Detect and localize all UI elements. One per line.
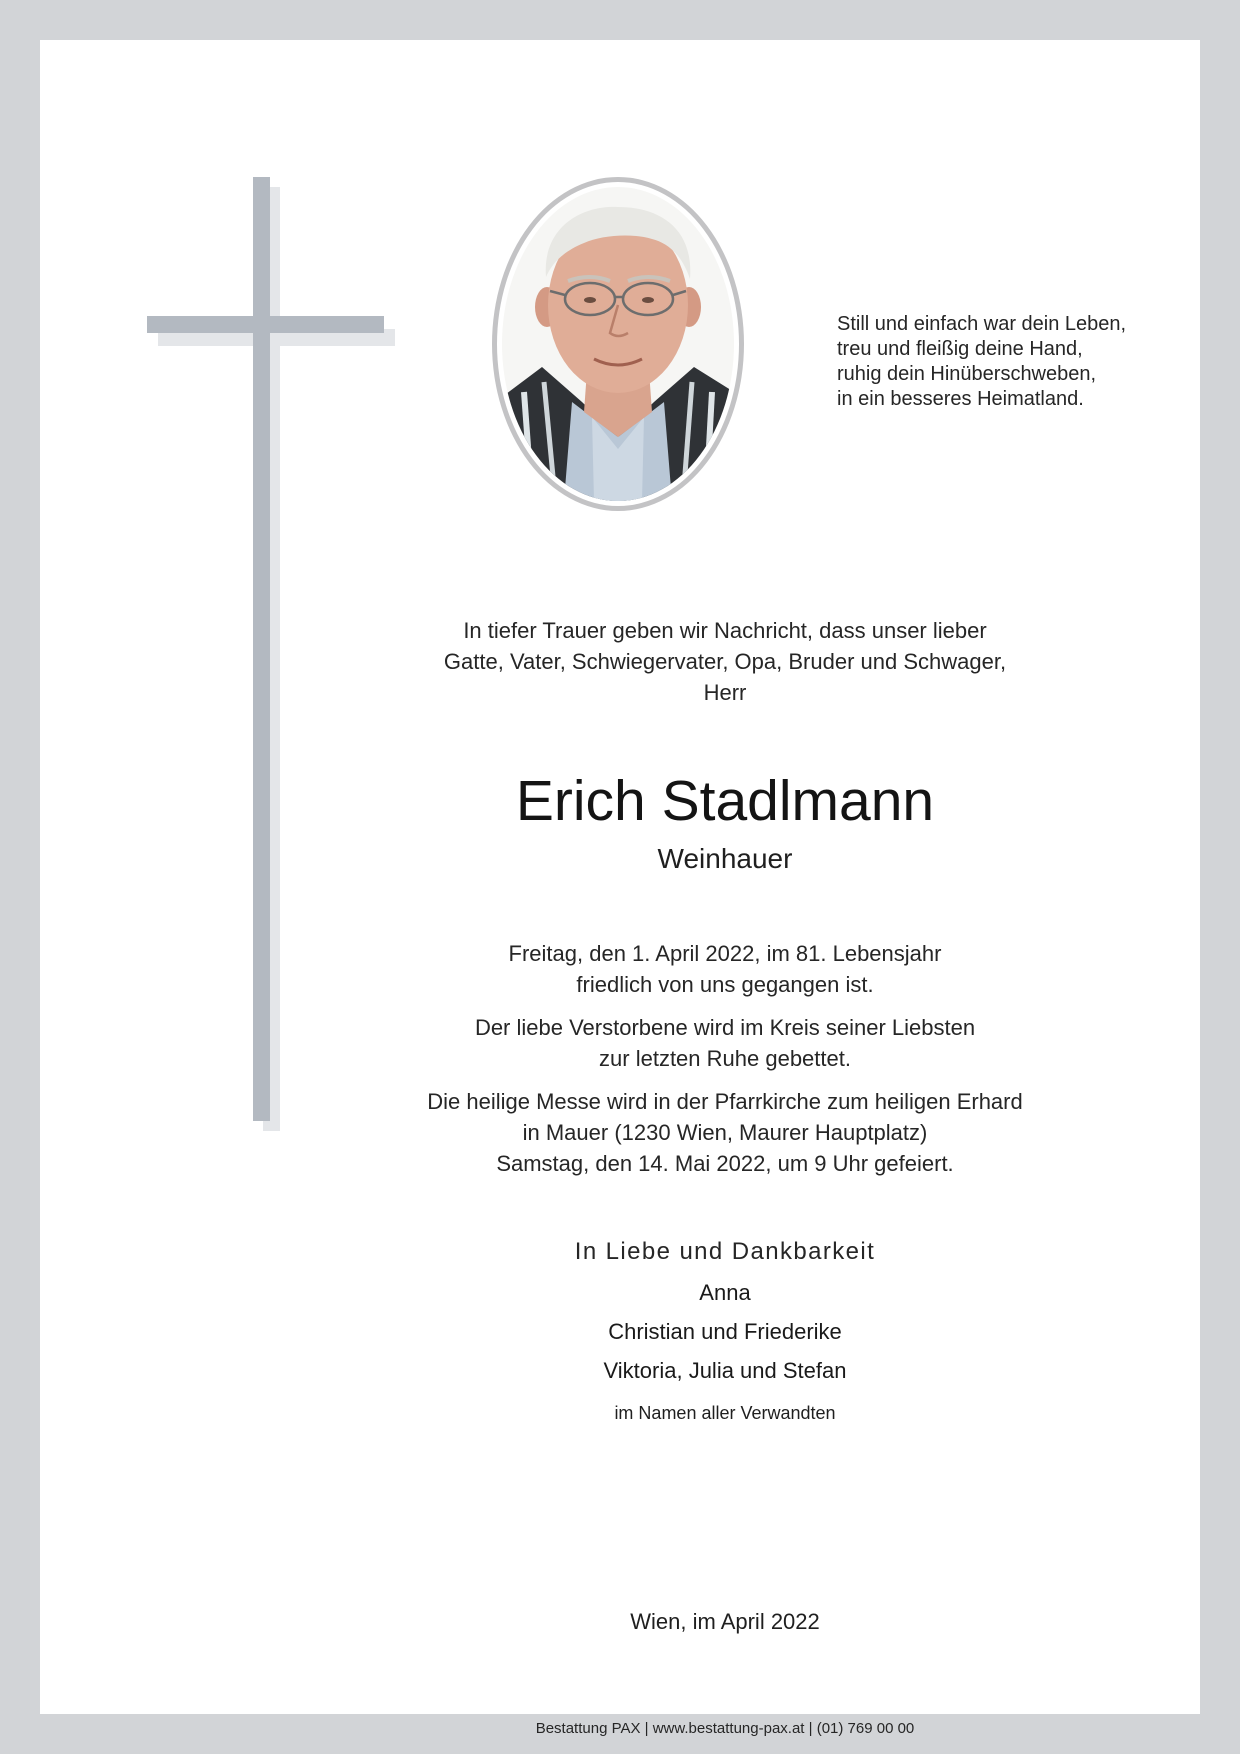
poem	[837, 312, 1177, 412]
deceased-name: Erich Stadlmann	[515, 769, 935, 833]
mourner-name: Viktoria, Julia und Stefan	[603, 1358, 847, 1383]
poem-line: Still und einfach war dein Leben,	[837, 313, 1127, 335]
cross-horizontal-beam	[147, 316, 384, 333]
rest-notice-line: Der liebe Verstorbene wird im Kreis seiner Liebsten	[474, 1015, 976, 1040]
mourner-name: Anna	[699, 1280, 751, 1305]
mass-notice-line: Samstag, den 14. Mai 2022, um 9 Uhr gefeiert.	[496, 1151, 954, 1176]
mass-notice	[400, 1086, 1050, 1179]
intro-line: Gatte, Vater, Schwiegervater, Opa, Bruder und Schwager,	[443, 649, 1007, 674]
place-date: Wien, im April 2022	[630, 1609, 820, 1634]
intro-text	[400, 615, 1050, 708]
poem-line: ruhig dein Hinüberschweben,	[837, 363, 1097, 385]
intro-line: In tiefer Trauer geben wir Nachricht, dass unser lieber	[463, 618, 987, 643]
rest-notice	[400, 1012, 1050, 1074]
death-notice	[400, 938, 1050, 1000]
mass-notice-line: in Mauer (1230 Wien, Maurer Hauptplatz)	[522, 1120, 928, 1145]
portrait-photo	[502, 187, 734, 501]
obituary-card	[40, 40, 1200, 1737]
poem-line: treu und fleißig deine Hand,	[837, 338, 1083, 360]
intro-line: Herr	[703, 680, 747, 705]
deceased-profession: Weinhauer	[657, 843, 793, 874]
mourners-heading: In Liebe und Dankbarkeit	[574, 1238, 876, 1265]
poem-line: in ein besseres Heimatland.	[837, 388, 1084, 410]
relatives-note: im Namen aller Verwandten	[614, 1403, 836, 1423]
mass-notice-line: Die heilige Messe wird in der Pfarrkirche zum heiligen Erhard	[427, 1089, 1023, 1114]
mourner-name: Christian und Friederike	[608, 1319, 842, 1344]
rest-notice-line: zur letzten Ruhe gebettet.	[599, 1046, 851, 1071]
death-notice-line: friedlich von uns gegangen ist.	[576, 972, 874, 997]
footer-funeral-home: Bestattung PAX | www.bestattung-pax.at | (01) 769 00 00	[535, 1720, 915, 1737]
death-notice-line: Freitag, den 1. April 2022, im 81. Lebensjahr	[508, 941, 942, 966]
portrait-frame	[492, 177, 744, 511]
